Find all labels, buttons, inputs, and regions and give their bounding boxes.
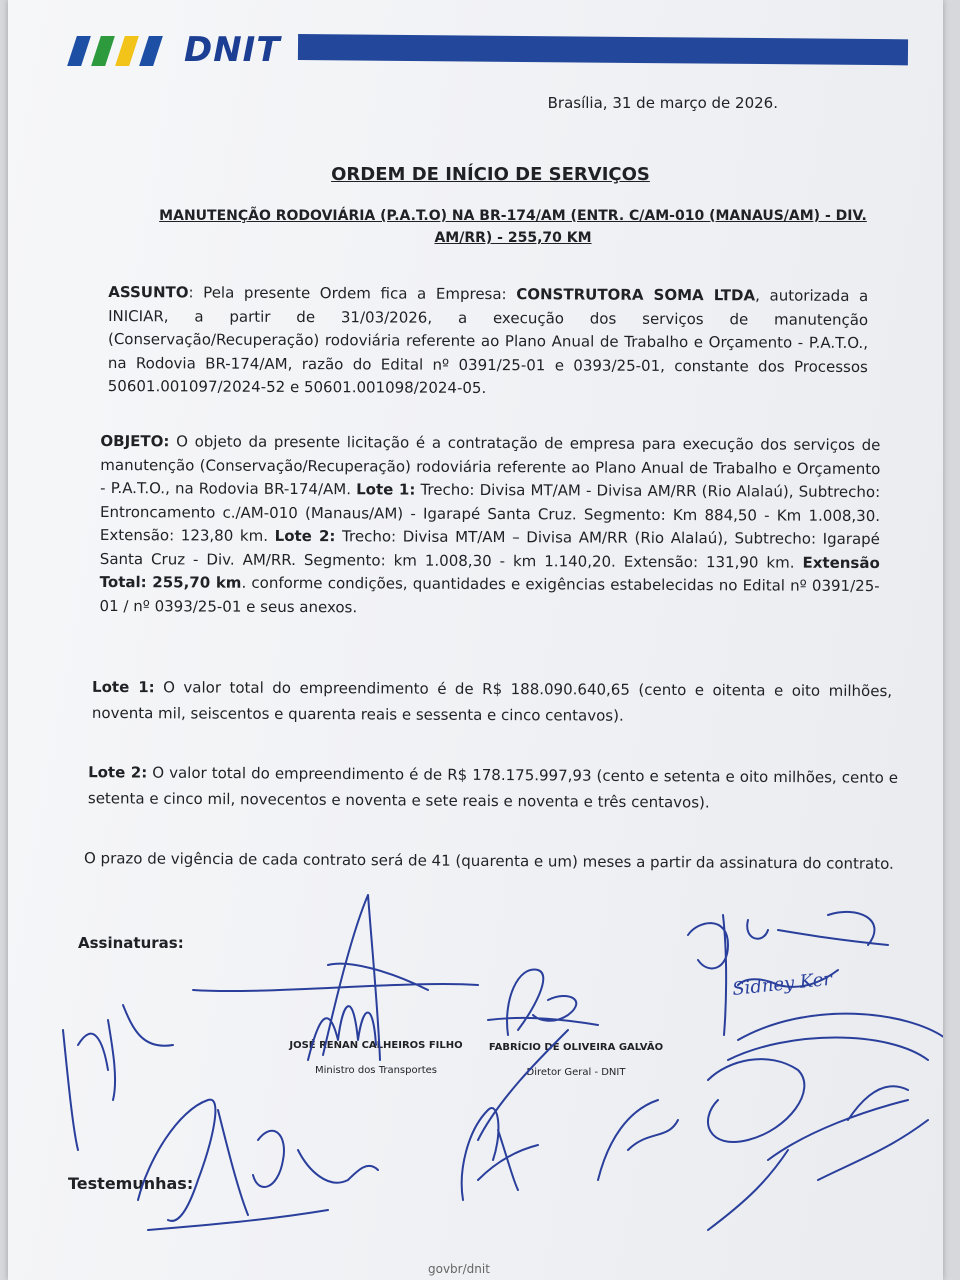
objeto-label: OBJETO: [100,431,170,451]
footer-partial: govbr/dnit [428,1262,490,1276]
testemunhas-label: Testemunhas: [68,1174,194,1193]
objeto-text-2: Trecho: Divisa MT/AM - Divisa AM/RR (Rio Alalaú), Subtrecho: Entroncamento c./AM-010 (Manaus/AM) - Igarapé Santa Cruz. Segmento: Km 884,50 - Km 1.008,30. Extensão: 123,80 km. [99,480,881,545]
assinaturas-label: Assinaturas: [78,934,184,952]
document-page [8,0,943,1280]
assunto-text-1: : Pela presente Ordem fica a Empresa: [188,283,517,304]
prazo-paragraph: O prazo de vigência de cada contrato será de 41 (quarenta e um) meses a partir da assinatura do contrato. [83,849,894,873]
handwritten-signatures [8,0,943,1280]
objeto-total-label: Extensão Total: 255,70 km [99,553,880,592]
signer-name: JOSÉ RENAN CALHEIROS FILHO [289,1040,463,1051]
signer-name: FABRÍCIO DE OLIVEIRA GALVÃO [488,1042,664,1053]
company-name: CONSTRUTORA SOMA LTDA [516,285,756,305]
objeto-text-4: . conforme condições, quantidades e exigências estabelecidas no Edital nº 0391/25-01 / nº 0393/25-01 e seus anexos. [99,573,880,616]
signature-witness-4 [598,1014,943,1230]
objeto-lote1-label: Lote 1: [356,480,416,499]
lote1-text: O valor total do empreendimento é de R$ 188.090.640,65 (cento e oitenta e oito milhões, noventa mil, seiscentos e quarenta reais e sessenta e cinco centavos). [91,678,893,725]
company-signature-text: Sidney Ker [731,968,833,1000]
lote2-text: O valor total do empreendimento é de R$ 178.175.997,93 (cento e setenta e oito milhões, cento e setenta e cinco mil, novecentos e noventa e sete reais e noventa e três centavos). [87,763,899,812]
document-subtitle: MANUTENÇÃO RODOVIÁRIA (P.A.T.O) NA BR-174/AM (ENTR. C/AM-010 (MANAUS/AM) - DIV. AM/RR) - 255,70 KM [159,208,867,246]
signature-minister [193,895,478,1060]
objeto-text-1: O objeto da presente licitação é a contratação de empresa para execução dos serviços de manutenção (Conservação/Recuperação) rodoviária referente ao Plano Anual de Trabalho e Orçamento - P.A.T.O., na Rodovia BR-174/AM. [100,432,881,499]
signature-witness-3 [462,1108,538,1200]
dnit-logo-text: DNIT [184,30,281,70]
lote2-label: Lote 2: [88,763,148,782]
assunto-label: ASSUNTO [108,283,189,302]
document-date: Brasília, 31 de março de 2026. [547,94,778,112]
objeto-text-3: Trecho: Divisa MT/AM – Divisa AM/RR (Rio Alalaú), Subtrecho: Igarapé Santa Cruz - Div. AM/RR. Segmento: km 1.008,30 - km 1.140,20. Extensão: 131,90 km. [99,527,880,572]
signer-role: Ministro dos Transportes [315,1065,437,1076]
lote1-label: Lote 1: [92,677,155,697]
signer-role: Diretor Geral - DNIT [526,1067,626,1078]
objeto-lote2-label: Lote 2: [274,526,336,546]
signature-witness-2 [138,1100,378,1230]
document-title: ORDEM DE INÍCIO DE SERVIÇOS [331,164,650,185]
signature-witness-1 [63,1005,173,1150]
assunto-text-2: , autorizada a INICIAR, a partir de 31/03/2026, a execução dos serviços de manutenção (Conservação/Recuperação) rodoviária referente ao Plano Anual de Trabalho e Orçamento - P.A.T.O., na Rodovia BR-174/AM, razão do Edital nº 0391/25-01 e 0393/25-01, constante dos Processos 50601.001097/2024-52 e 50601.001098/2024-05. [107,286,869,397]
